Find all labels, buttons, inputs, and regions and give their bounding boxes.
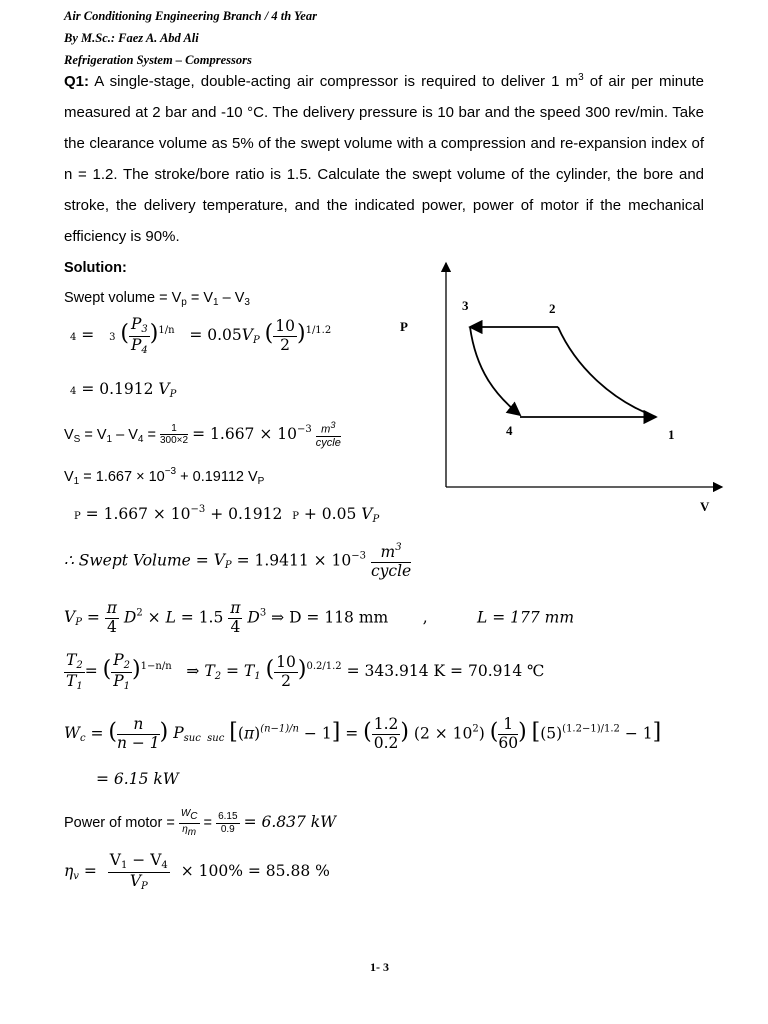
- doc-header-course: Air Conditioning Engineering Branch / 4 th Year: [64, 9, 317, 23]
- v1-equation: $V_1 = 1.667 \times 10^{-3} + 0.19112$ $V_P$: [64, 466, 265, 487]
- pv-point-2: 2: [549, 301, 556, 316]
- pv-point-4: 4: [506, 423, 513, 438]
- doc-header-author: By M.Sc.: Faez A. Abd Ali: [64, 31, 199, 45]
- question-text: Q1: A single-stage, double-acting air compressor is required to deliver 1 $m^3$ of air per minute measured at 2 bar and -10 °C. The delivery pressure is 10 bar and the speed 300 rev/min. Take the clearance volume as 5% of the swept volume with a compression and re-expansion index of n = 1.2. The stroke/bore ratio is 1.5. Calculate the swept volume of the cylinder, the bore and stroke, the delivery temperature, and the indicated power, power of motor if the mechanical efficiency is 90%.: [64, 72, 704, 245]
- page-number: 1- 3: [370, 960, 389, 974]
- vs-equation: $V_S = V_1 - V_4$ = $\frac{1}{300\times 2}$ = $1.667 \times 10^{-3}$ $\frac{m^3}{\text{cycle}}$: [64, 420, 341, 450]
- question-label: Q1:: [64, 73, 90, 90]
- compression-curve: [558, 327, 656, 417]
- volumetric-efficiency-equation: $\eta_v$ = $\frac{V_1 - V_4}{V_P}$ × 100% = 85.88 %: [64, 851, 330, 892]
- pv-diagram: [430, 255, 730, 525]
- compressor-work-equation: $W_c$ = ( $\frac{n}{n - 1}$ ) $P_{suc suc}$ $[(\pi)^{(n-1)/n} - 1]$ = ( $\frac{1.2}{0.2}$ ) $(2 \times 10^2)$ ( $\frac{1}{60}$ ) $[(5)^{(1.2-1)/1.2} - 1]$: [64, 715, 662, 752]
- pv-axis-p-label: P: [400, 319, 408, 334]
- vp-sum-equation: $P = 1.667 \times 10^{-3} + 0.1912$ P + 0.05 $V_P$: [74, 504, 380, 525]
- motor-power-equation: Power of motor = $\frac{WC}{\eta m}$ = $\frac{6.15}{0.9}$ = 6.837 kW: [64, 808, 337, 838]
- v4-result: 4 = 0.1912 $V_P$: [70, 380, 177, 400]
- compressor-work-result: = 6.15 kW: [96, 770, 179, 788]
- v4-expansion-equation: 4 = 3 ( $\frac{P_3}{P_4}$ )$^{1/n} = 0.05V_P$ ( $\frac{10}{2}$ )$^{1/1.2}$: [70, 315, 332, 356]
- re-expansion-curve: [470, 327, 520, 415]
- solution-heading: Solution:: [64, 260, 127, 276]
- delivery-temperature-equation: $\frac{T_2}{T_1}$ = ( $\frac{P_2}{P_1}$ )$^{1-n/n}$ ⇒ $T_2 = T_1$ ( $\frac{10}{2}$ )$^{0.2/1.2}$ = 343.914 K = 70.914 ℃: [66, 651, 545, 692]
- pv-point-1: 1: [668, 427, 675, 442]
- swept-volume-result: ∴ Swept Volume = $V_P = 1.9411 \times 10^{-3}$ $\frac{m^3}{\text{cycle}}$: [64, 542, 412, 580]
- doc-header-topic: Refrigeration System – Compressors: [64, 53, 252, 67]
- swept-volume-definition: Swept volume = $V_p = V_1 - V_3$: [64, 290, 250, 308]
- bore-stroke-equation: $V_P$ = $\frac{\pi}{4}$ $D^2 \times L = 1.5$ $\frac{\pi}{4}$ $D^3$ ⇒ D = 118 mm , L = 177 mm: [64, 599, 575, 636]
- pv-axis-v-label: V: [700, 499, 710, 514]
- pv-point-3: 3: [462, 298, 469, 313]
